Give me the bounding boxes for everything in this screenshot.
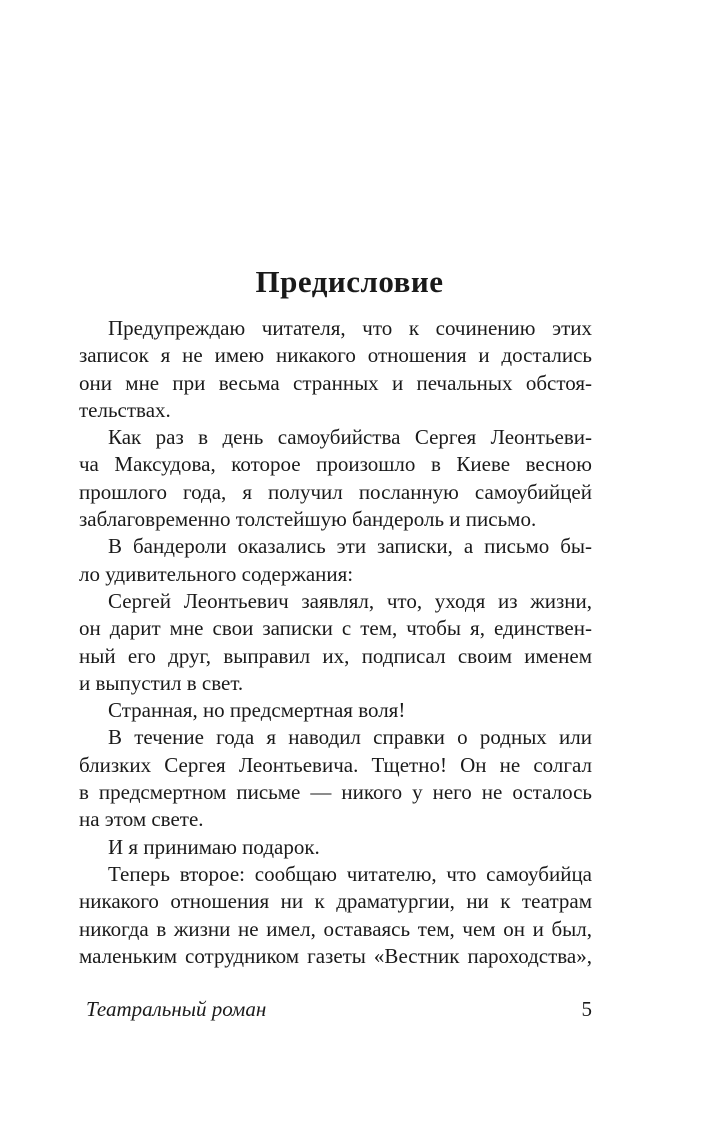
text-line: Предупреждаю читателя, что к сочинению этих (108, 316, 592, 340)
text-line: записок я не имею никакого отношения и достались (79, 343, 592, 368)
text-line: Как раз в день самоубийства Сергея Леонтьеви- (108, 425, 592, 450)
text-line: В бандероли оказались эти записки, а письмо бы- (108, 534, 592, 559)
text-line: ча Максудова, которое произошло в Киеве весною (79, 452, 592, 477)
paragraph (79, 697, 592, 724)
text-line: близких Сергея Леонтьевича. Тщетно! Он не солгал (79, 752, 592, 777)
footer-page-number: 5 (581, 997, 592, 1021)
text-line: он дарит мне свои записки с тем, чтобы я, единствен- (79, 616, 592, 641)
text-line: и выпустил в свет. (79, 670, 244, 695)
running-footer (79, 996, 592, 1023)
text-line: Сергей Леонтьевич заявлял, что, уходя из жизни, (108, 588, 592, 613)
text-line: они мне при весьма странных и печальных обстоя- (79, 370, 592, 395)
paragraph (79, 861, 592, 970)
text-line: никогда в жизни не имел, оставаясь тем, чем он и был, (79, 916, 592, 941)
paragraph (79, 424, 592, 533)
text-line: тельствах. (79, 397, 171, 422)
text-line: В течение года я наводил справки о родных или (108, 725, 592, 750)
text-line: ный его друг, выправил их, подписал своим именем (79, 643, 592, 668)
paragraph (79, 834, 592, 861)
text-line: Странная, но предсмертная воля! (108, 698, 406, 723)
paragraph (79, 588, 592, 697)
text-line: заблаговременно толстейшую бандероль и письмо. (79, 507, 537, 532)
paragraph (79, 315, 592, 424)
text-line: И я принимаю подарок. (108, 834, 320, 859)
body-text (79, 315, 592, 970)
text-line: на этом свете. (79, 807, 204, 832)
paragraph (79, 724, 592, 833)
text-line: Теперь второе: сообщаю читателю, что самоубийца (108, 861, 592, 886)
text-line: никакого отношения ни к драматургии, ни к театрам (79, 889, 592, 914)
paragraph (79, 533, 592, 588)
chapter-heading: Предисловие (255, 264, 444, 299)
text-column (79, 0, 592, 970)
text-line: прошлого года, я получил посланную самоубийцей (79, 479, 592, 504)
text-line: ло удивительного содержания: (79, 561, 354, 586)
footer-book-title: Театральный роман (86, 997, 267, 1021)
text-line: в предсмертном письме — никого у него не осталось (79, 780, 592, 805)
text-line: маленьким сотрудником газеты «Вестник пароходства», (79, 943, 592, 968)
